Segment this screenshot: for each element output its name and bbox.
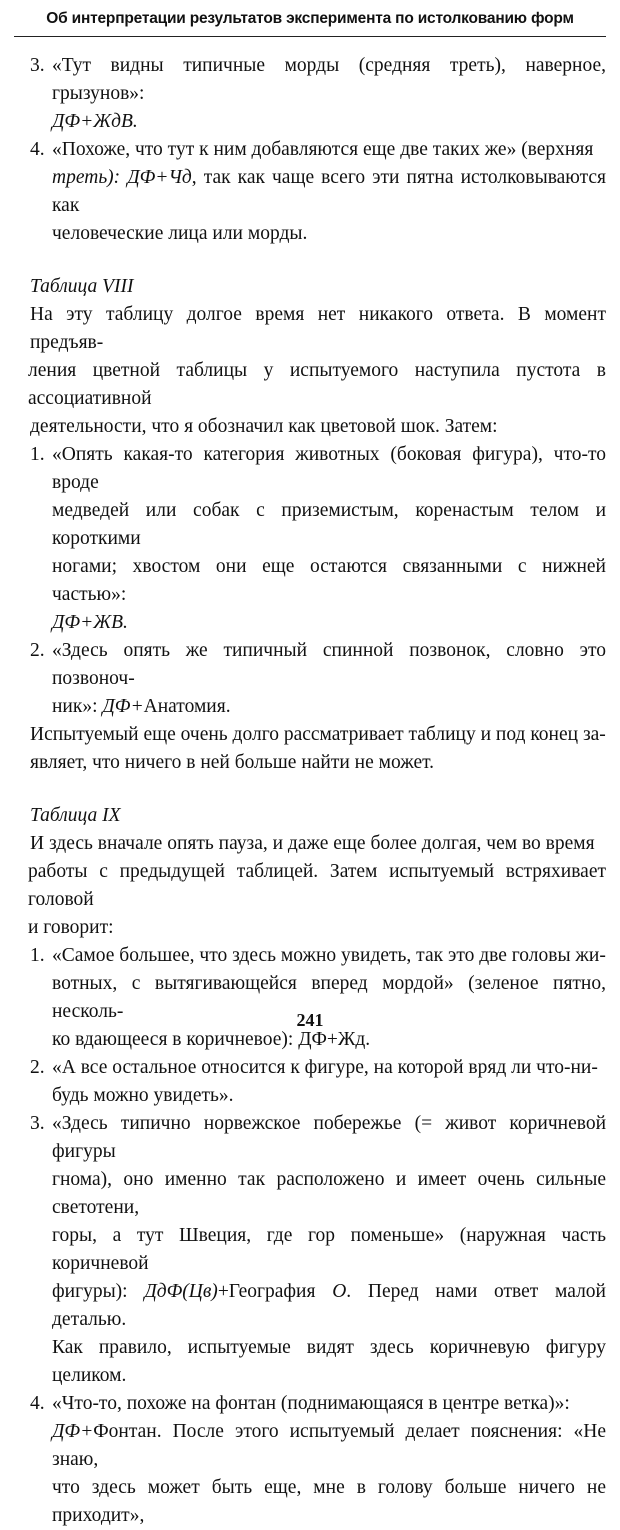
item-text: «Здесь опять же типичный спинной позвонок, словно это позвоноч- [52, 640, 606, 689]
item-text: Как правило, испытуемые видят здесь коричневую фигуру целиком. [52, 1337, 606, 1386]
formula: ДФ+ [52, 1421, 94, 1442]
item-number: 4. [30, 139, 45, 160]
item-number: 2. [30, 640, 45, 661]
item-text: «А все остальное относится к фигуре, на которой вряд ли что-ни- [52, 1057, 598, 1078]
item-number: 3. [30, 1113, 45, 1134]
item-text: что здесь может быть еще, мне в голову больше ничего не приходит», [52, 1477, 606, 1526]
item-number: 3. [30, 55, 45, 76]
page-number: 241 [296, 1010, 324, 1030]
formula: ДФ+ЖВ. [52, 612, 128, 633]
section-title: Таблица IX [30, 805, 121, 826]
formula: ДФ+ [102, 696, 144, 717]
item-text: человеческие лица или морды. [52, 223, 308, 244]
item-text: «Что-то, похоже на фонтан (поднимающаяся в центре ветка)»: [52, 1393, 570, 1414]
item-text: «Опять какая-то категория животных (боковая фигура), что-то вроде [52, 444, 606, 493]
item-text: . Перед нами ответ малой деталью. [52, 1281, 606, 1330]
item-text: вотных, с вытягивающейся вперед мордой» (зеленое пятно, несколь- [52, 973, 606, 1022]
item-text: «Тут видны типичные морды (средняя треть), наверное, грызунов»: [52, 55, 606, 104]
item-text: медведей или собак с приземистым, коренастым телом и короткими [52, 500, 606, 549]
paragraph-line: и говорит: [28, 917, 114, 938]
item-number: 2. [30, 1057, 45, 1078]
paragraph-line: работы с предыдущей таблицей. Затем испытуемый встряхивает головой [28, 861, 606, 910]
item-text: Анатомия. [143, 696, 231, 717]
item-text: «Похоже, что тут к ним добавляются еще две таких же» (верхняя [52, 139, 594, 160]
item-text: будь можно увидеть». [52, 1085, 234, 1106]
page-body [30, 52, 606, 1530]
paragraph-line: ления цветной таблицы у испытуемого наступила пустота в ассоциативной [28, 360, 606, 409]
list-item [30, 1110, 606, 1390]
item-text: «Здесь типично норвежское побережье (= живот коричневой фигуры [52, 1113, 606, 1162]
item-text: фигуры): [52, 1281, 145, 1302]
item-number: 4. [30, 1393, 45, 1414]
list-item [30, 1390, 606, 1530]
item-text: , так как чаще всего эти пятна истолковываются как [52, 167, 606, 216]
item-number: 1. [30, 444, 45, 465]
running-header [14, 2, 606, 37]
paragraph-line: И здесь вначале опять пауза, и даже еще более долгая, чем во время [30, 833, 595, 854]
list-item [30, 637, 606, 721]
item-text: «Самое большее, что здесь можно увидеть, так это две головы жи- [52, 945, 606, 966]
formula: ДдФ(Цв) [144, 1281, 218, 1302]
paragraph-line: деятельности, что я обозначил как цветовой шок. Затем: [30, 416, 498, 437]
list-item [30, 136, 606, 248]
running-title: Об интерпретации результатов эксперимента по истолкованию форм [46, 10, 574, 27]
paragraph-line: На эту таблицу долгое время нет никакого ответа. В момент предъяв- [30, 304, 606, 353]
item-text: +География [217, 1281, 333, 1302]
list-item [30, 52, 606, 136]
formula: О [332, 1281, 347, 1302]
list-item [30, 942, 606, 1054]
item-text: гнома), оно именно так расположено и имеет очень сильные светотени, [52, 1169, 606, 1218]
item-text: Фонтан. После этого испытуемый делает пояснения: «Не знаю, [52, 1421, 606, 1470]
section-title: Таблица VIII [30, 276, 134, 297]
item-number: 1. [30, 945, 45, 966]
paragraph-line: Испытуемый еще очень долго рассматривает таблицу и под конец за- [30, 724, 606, 745]
item-text: ко вдающееся в коричневое): ДФ+Жд. [52, 1029, 371, 1050]
formula: ДФ+ЖдВ. [52, 111, 138, 132]
item-text: ногами; хвостом они еще остаются связанными с нижней частью»: [52, 556, 606, 605]
list-item [30, 1054, 606, 1110]
item-text: горы, а тут Швеция, где гор поменьше» (наружная часть коричневой [52, 1225, 606, 1274]
list-item [30, 441, 606, 637]
formula: треть): ДФ+Чд [52, 167, 192, 188]
paragraph-line: являет, что ничего в ней больше найти не может. [30, 752, 435, 773]
item-text: ник»: [52, 696, 103, 717]
